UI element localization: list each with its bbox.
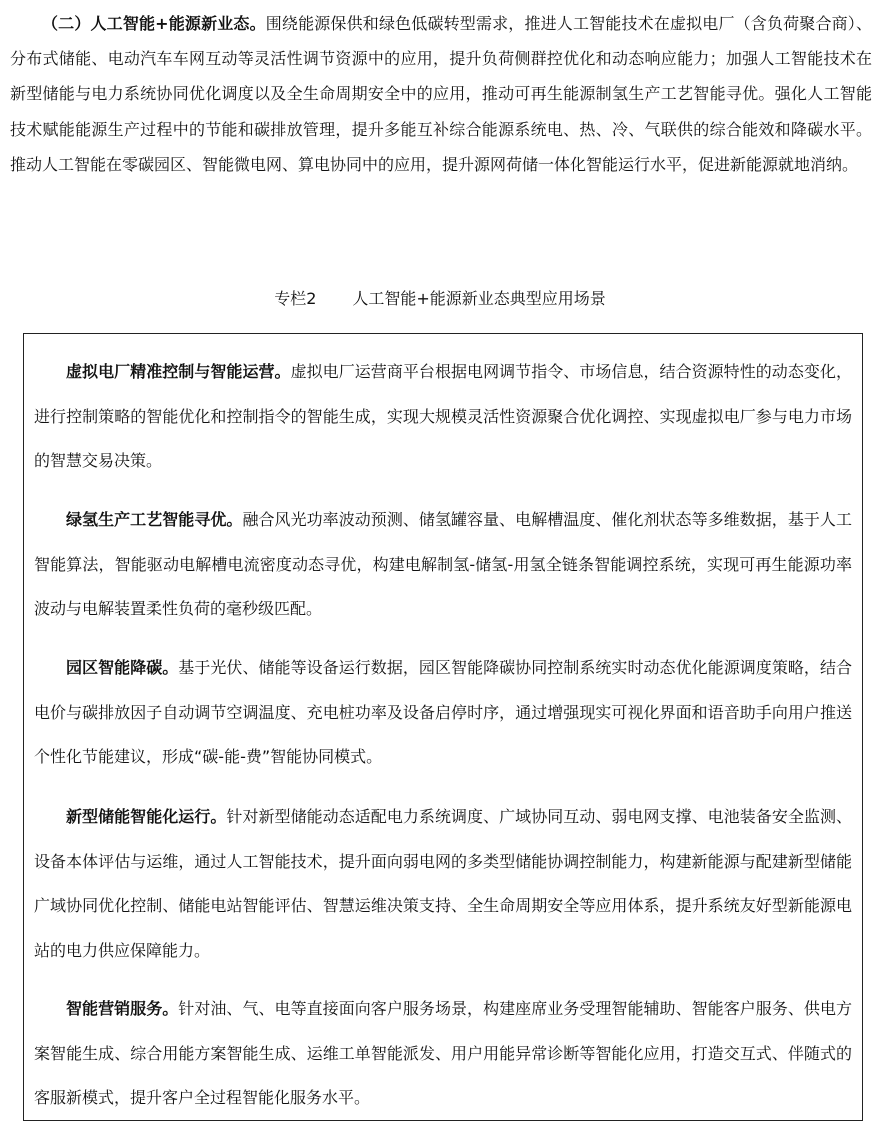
scenario-heading: 绿氢生产工艺智能寻优。 bbox=[66, 510, 243, 529]
scenario-virtual-power-plant bbox=[34, 350, 852, 484]
scenario-heading: 新型储能智能化运行。 bbox=[66, 807, 227, 826]
scenario-heading: 智能营销服务。 bbox=[66, 999, 179, 1018]
column-caption bbox=[0, 284, 880, 314]
scenario-heading: 虚拟电厂精准控制与智能运营。 bbox=[66, 362, 291, 381]
section-heading: （二）人工智能+能源新业态。 bbox=[42, 14, 266, 33]
scenario-body: 基于光伏、储能等设备运行数据，园区智能降碳协同控制系统实时动态优化能源调度策略，结合电价与碳排放因子自动调节空调温度、充电桩功率及设备启停时序，通过增强现实可视化界面和语音助手向用户推送个性化节能建议，形成“碳-能-费”智能协同模式。 bbox=[34, 658, 852, 766]
scenario-body: 针对油、气、电等直接面向客户服务场景，构建座席业务受理智能辅助、智能客户服务、供电方案智能生成、综合用能方案智能生成、运维工单智能派发、用户用能异常诊断等智能化应用，打造交互式、伴随式的客服新模式，提升客户全过程智能化服务水平。 bbox=[34, 999, 852, 1107]
scenario-body: 融合风光功率波动预测、储氢罐容量、电解槽温度、催化剂状态等多维数据，基于人工智能算法，智能驱动电解槽电流密度动态寻优，构建电解制氢-储氢-用氢全链条智能调控系统，实现可再生能源功率波动与电解装置柔性负荷的毫秒级匹配。 bbox=[34, 510, 852, 618]
scenario-energy-storage bbox=[34, 795, 852, 973]
column-box bbox=[23, 333, 863, 1121]
section-body: 围绕能源保供和绿色低碳转型需求，推进人工智能技术在虚拟电厂（含负荷聚合商）、分布式储能、电动汽车车网互动等灵活性调节资源中的应用，提升负荷侧群控优化和动态响应能力；加强人工智能技术在新型储能与电力系统协同优化调度以及全生命周期安全中的应用，推动可再生能源制氢生产工艺智能寻优。强化人工智能技术赋能能源生产过程中的节能和碳排放管理，提升多能互补综合能源系统电、热、冷、气联供的综合能效和降碳水平。推动人工智能在零碳园区、智能微电网、算电协同中的应用，提升源网荷储一体化智能运行水平，促进新能源就地消纳。 bbox=[10, 14, 872, 174]
scenario-body: 虚拟电厂运营商平台根据电网调节指令、市场信息，结合资源特性的动态变化，进行控制策略的智能优化和控制指令的智能生成，实现大规模灵活性资源聚合优化调控、实现虚拟电厂参与电力市场的智慧交易决策。 bbox=[34, 362, 852, 470]
scenario-body: 针对新型储能动态适配电力系统调度、广域协同互动、弱电网支撑、电池装备安全监测、设备本体评估与运维，通过人工智能技术，提升面向弱电网的多类型储能协调控制能力，构建新能源与配建新型储能广域协同优化控制、储能电站智能评估、智慧运维决策支持、全生命周期安全等应用体系，提升系统友好型新能源电站的电力供应保障能力。 bbox=[34, 807, 852, 960]
column-title: 人工智能+能源新业态典型应用场景 bbox=[352, 289, 606, 308]
scenario-heading: 园区智能降碳。 bbox=[66, 658, 179, 677]
scenario-park-carbon-reduction bbox=[34, 646, 852, 780]
section-paragraph bbox=[10, 6, 872, 182]
scenario-green-hydrogen bbox=[34, 498, 852, 632]
scenario-smart-marketing bbox=[34, 987, 852, 1121]
column-number: 专栏2 bbox=[274, 289, 317, 308]
